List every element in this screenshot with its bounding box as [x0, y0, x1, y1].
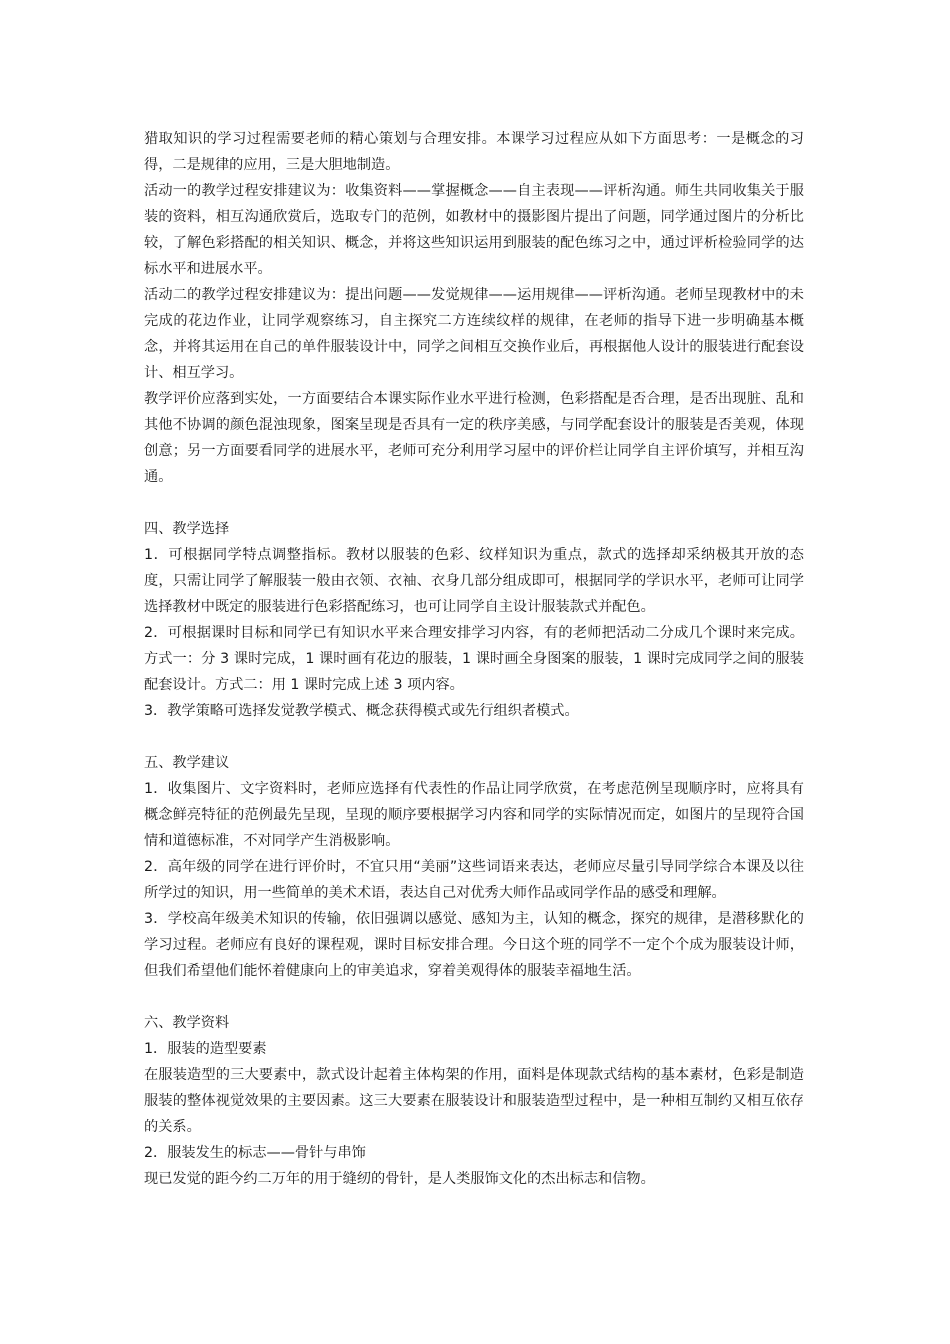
blank-line — [144, 724, 804, 750]
paragraph: 1．收集图片、文字资料时，老师应选择有代表性的作品让同学欣赏，在考虑范例呈现顺序时，应将具有概念鲜亮特征的范例最先呈现，呈现的顺序要根据学习内容和同学的实际情况而定，如图片的呈现符合国情和道德标准，不对同学产生消极影响。 — [144, 781, 804, 849]
paragraph: 现已发觉的距今约二万年的用于缝纫的骨针，是人类服饰文化的杰出标志和信物。 — [144, 1171, 655, 1187]
document-page — [144, 126, 804, 1192]
paragraph: 3．教学策略可选择发觉教学模式、概念获得模式或先行组织者模式。 — [144, 703, 579, 719]
subsection-heading: 1．服装的造型要素 — [144, 1041, 267, 1057]
paragraph: 活动一的教学过程安排建议为：收集资料——掌握概念——自主表现——评析沟通。师生共同收集关于服装的资料，相互沟通欣赏后，选取专门的范例，如教材中的摄影图片提出了问题，同学通过图片的分析比较，了解色彩搭配的相关知识、概念，并将这些知识运用到服装的配色练习之中，通过评析检验同学的达标水平和进展水平。 — [144, 183, 804, 277]
paragraph: 教学评价应落到实处，一方面要结合本课实际作业水平进行检测，色彩搭配是否合理，是否出现脏、乱和其他不协调的颜色混浊现象，图案呈现是否具有一定的秩序美感，与同学配套设计的服装是否美观，体现创意；另一方面要看同学的进展水平，老师可充分利用学习屋中的评价栏让同学自主评价填写，并相互沟通。 — [144, 391, 804, 485]
section-heading: 六、教学资料 — [144, 1015, 230, 1031]
paragraph: 在服装造型的三大要素中，款式设计起着主体构架的作用，面料是体现款式结构的基本素材，色彩是制造服装的整体视觉效果的主要因素。这三大要素在服装设计和服装造型过程中，是一种相互制约又相互依存的关系。 — [144, 1067, 804, 1135]
paragraph: 活动二的教学过程安排建议为：提出问题——发觉规律——运用规律——评析沟通。老师呈现教材中的未完成的花边作业，让同学观察练习，自主探究二方连续纹样的规律，在老师的指导下进一步明确基本概念，并将其运用在自己的单件服装设计中，同学之间相互交换作业后，再根据他人设计的服装进行配套设计、相互学习。 — [144, 287, 804, 381]
blank-line — [144, 984, 804, 1010]
paragraph: 2．高年级的同学在进行评价时，不宜只用“美丽”这些词语来表达，老师应尽量引导同学综合本课及以往所学过的知识，用一些简单的美术术语，表达自己对优秀大师作品或同学作品的感受和理解。 — [144, 859, 804, 901]
subsection-heading: 2．服装发生的标志——骨针与串饰 — [144, 1145, 366, 1161]
section-heading: 四、教学选择 — [144, 521, 230, 537]
paragraph: 猎取知识的学习过程需要老师的精心策划与合理安排。本课学习过程应从如下方面思考：一是概念的习得，二是规律的应用，三是大胆地制造。 — [144, 131, 804, 173]
paragraph: 3．学校高年级美术知识的传输，依旧强调以感觉、感知为主，认知的概念，探究的规律，是潜移默化的学习过程。老师应有良好的课程观，课时目标安排合理。今日这个班的同学不一定个个成为服装设计师，但我们希望他们能怀着健康向上的审美追求，穿着美观得体的服装幸福地生活。 — [144, 911, 804, 979]
paragraph: 2．可根据课时目标和同学已有知识水平来合理安排学习内容，有的老师把活动二分成几个课时来完成。方式一：分 3 课时完成，1 课时画有花边的服装，1 课时画全身图案的服装，1 课时完成同学之间的服装配套设计。方式二：用 1 课时完成上述 3 项内容。 — [144, 625, 804, 693]
paragraph: 1．可根据同学特点调整指标。教材以服装的色彩、纹样知识为重点，款式的选择却采纳极其开放的态度，只需让同学了解服装一般由衣领、衣袖、衣身几部分组成即可，根据同学的学识水平，老师可让同学选择教材中既定的服装进行色彩搭配练习，也可让同学自主设计服装款式并配色。 — [144, 547, 804, 615]
section-heading: 五、教学建议 — [144, 755, 230, 771]
blank-line — [144, 490, 804, 516]
